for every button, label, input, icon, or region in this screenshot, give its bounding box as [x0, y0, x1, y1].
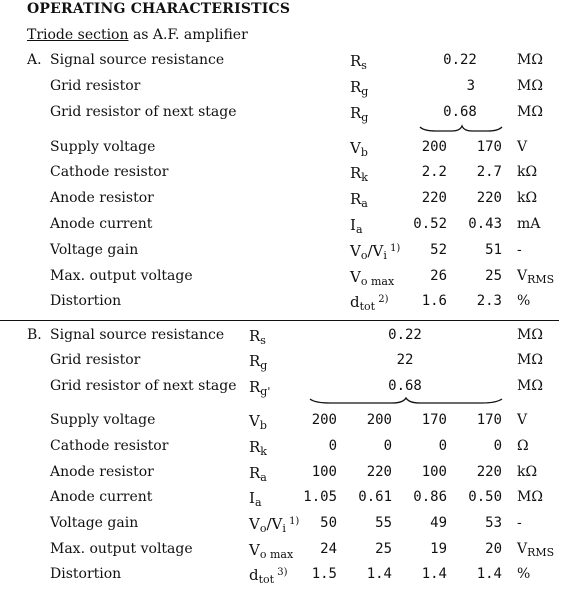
value-cell: 22: [396, 352, 414, 368]
value-cell: 0.52: [413, 216, 447, 232]
row-label: Voltage gain: [50, 515, 139, 531]
value-cell: 0: [493, 438, 502, 454]
row-unit: -: [517, 242, 522, 258]
row-label: Cathode resistor: [50, 164, 169, 180]
value-cell: 220: [476, 464, 502, 480]
row-symbol: $R_s$: [249, 327, 266, 347]
row-symbol: $R_g$: [350, 104, 369, 124]
value-cell: 0.68: [443, 104, 477, 120]
row-label: Grid resistor of next stage: [50, 104, 237, 120]
value-cell: 52: [430, 242, 447, 258]
value-cell: 200: [421, 139, 447, 155]
row-label: Grid resistor of next stage: [50, 378, 237, 394]
row-label: Max. output voltage: [50, 268, 193, 284]
value-cell: 0.50: [468, 489, 502, 505]
value-cell: 0.68: [388, 378, 422, 394]
row-unit: MΩ: [517, 378, 543, 394]
value-cell: 0: [438, 438, 447, 454]
row-label: Max. output voltage: [50, 541, 193, 557]
row-symbol: $V_{o max}$: [350, 268, 395, 288]
row-label: Anode resistor: [50, 464, 154, 480]
row-label: Grid resistor: [50, 78, 141, 94]
value-cell: 220: [421, 190, 447, 206]
row-label: Signal source resistance: [50, 52, 225, 68]
row-unit: kΩ: [517, 190, 538, 206]
value-cell: 2.3: [476, 293, 502, 309]
section-a-brace: [420, 126, 502, 131]
value-cell: 220: [476, 190, 502, 206]
value-cell: 1.05: [303, 489, 337, 505]
row-unit: MΩ: [517, 352, 543, 368]
section-b-brace: [310, 398, 502, 403]
row-unit: V: [517, 139, 528, 155]
subtitle-rest: as A.F. amplifier: [128, 27, 248, 43]
row-unit: MΩ: [517, 327, 543, 343]
row-label: Distortion: [50, 293, 122, 309]
row-label: Grid resistor: [50, 352, 141, 368]
row-unit: mA: [517, 216, 541, 232]
value-cell: 20: [485, 541, 502, 557]
row-symbol: $V_o/V_i$ $^{1)}$: [350, 242, 401, 262]
row-unit: MΩ: [517, 78, 543, 94]
value-cell: 200: [366, 412, 392, 428]
row-symbol: $R_k$: [249, 438, 267, 458]
row-symbol: $R_g$: [249, 352, 268, 372]
section-a-letter: A.: [27, 52, 42, 68]
row-label: Signal source resistance: [50, 327, 225, 343]
value-cell: 55: [375, 515, 392, 531]
row-symbol: $I_a$: [350, 216, 363, 236]
row-unit: MΩ: [517, 52, 543, 68]
row-label: Voltage gain: [50, 242, 139, 258]
value-cell: 25: [375, 541, 392, 557]
row-label: Supply voltage: [50, 412, 156, 428]
row-label: Anode resistor: [50, 190, 154, 206]
value-cell: 0.22: [443, 52, 477, 68]
row-symbol: $R_k$: [350, 164, 368, 184]
row-label: Supply voltage: [50, 139, 156, 155]
row-symbol: $d_{tot}$ $^{2)}$: [350, 293, 389, 313]
value-cell: 19: [430, 541, 447, 557]
row-unit: kΩ: [517, 164, 538, 180]
row-unit: $V_{RMS}$: [517, 541, 555, 559]
value-cell: 53: [485, 515, 502, 531]
value-cell: 3: [466, 78, 475, 94]
row-unit: -: [517, 515, 522, 531]
row-symbol: $V_o/V_i$ $^{1)}$: [249, 515, 300, 535]
value-cell: 0.22: [388, 327, 422, 343]
value-cell: 26: [430, 268, 447, 284]
value-cell: 1.5: [311, 566, 337, 582]
value-cell: 24: [320, 541, 337, 557]
row-unit: $V_{RMS}$: [517, 268, 555, 286]
row-label: Anode current: [50, 216, 153, 232]
row-unit: %: [517, 293, 531, 309]
value-cell: 49: [430, 515, 447, 531]
row-symbol: $R_{g'}$: [249, 378, 271, 398]
value-cell: 25: [485, 268, 502, 284]
value-cell: 220: [366, 464, 392, 480]
value-cell: 100: [421, 464, 447, 480]
value-cell: 0: [328, 438, 337, 454]
row-symbol: $R_g$: [350, 78, 369, 98]
value-cell: 1.6: [421, 293, 447, 309]
page-title: OPERATING CHARACTERISTICS: [27, 1, 291, 17]
value-cell: 1.4: [366, 566, 392, 582]
row-label: Anode current: [50, 489, 153, 505]
row-symbol: $d_{tot}$ $^{3)}$: [249, 566, 288, 586]
value-cell: 0.61: [358, 489, 392, 505]
value-cell: 50: [320, 515, 337, 531]
value-cell: 200: [311, 412, 337, 428]
value-cell: 51: [485, 242, 502, 258]
value-cell: 2.7: [476, 164, 502, 180]
row-unit: Ω: [517, 438, 529, 454]
subtitle-underlined: Triode section: [27, 27, 129, 43]
row-symbol: $V_{o max}$: [249, 541, 294, 561]
value-cell: 170: [476, 139, 502, 155]
row-symbol: $R_a$: [350, 190, 368, 210]
value-cell: 170: [476, 412, 502, 428]
value-cell: 1.4: [476, 566, 502, 582]
value-cell: 0.43: [468, 216, 502, 232]
value-cell: 0.86: [413, 489, 447, 505]
row-symbol: $R_s$: [350, 52, 367, 72]
row-unit: MΩ: [517, 489, 543, 505]
row-unit: %: [517, 566, 531, 582]
row-unit: MΩ: [517, 104, 543, 120]
value-cell: 2.2: [421, 164, 447, 180]
value-cell: 100: [311, 464, 337, 480]
row-label: Cathode resistor: [50, 438, 169, 454]
row-symbol: $R_a$: [249, 464, 267, 484]
row-symbol: $I_a$: [249, 489, 262, 509]
row-unit: kΩ: [517, 464, 538, 480]
row-label: Distortion: [50, 566, 122, 582]
section-b-letter: B.: [27, 327, 42, 343]
value-cell: 0: [383, 438, 392, 454]
row-symbol: $V_b$: [249, 412, 267, 432]
value-cell: 1.4: [421, 566, 447, 582]
row-unit: V: [517, 412, 528, 428]
value-cell: 170: [421, 412, 447, 428]
row-symbol: $V_b$: [350, 139, 368, 159]
